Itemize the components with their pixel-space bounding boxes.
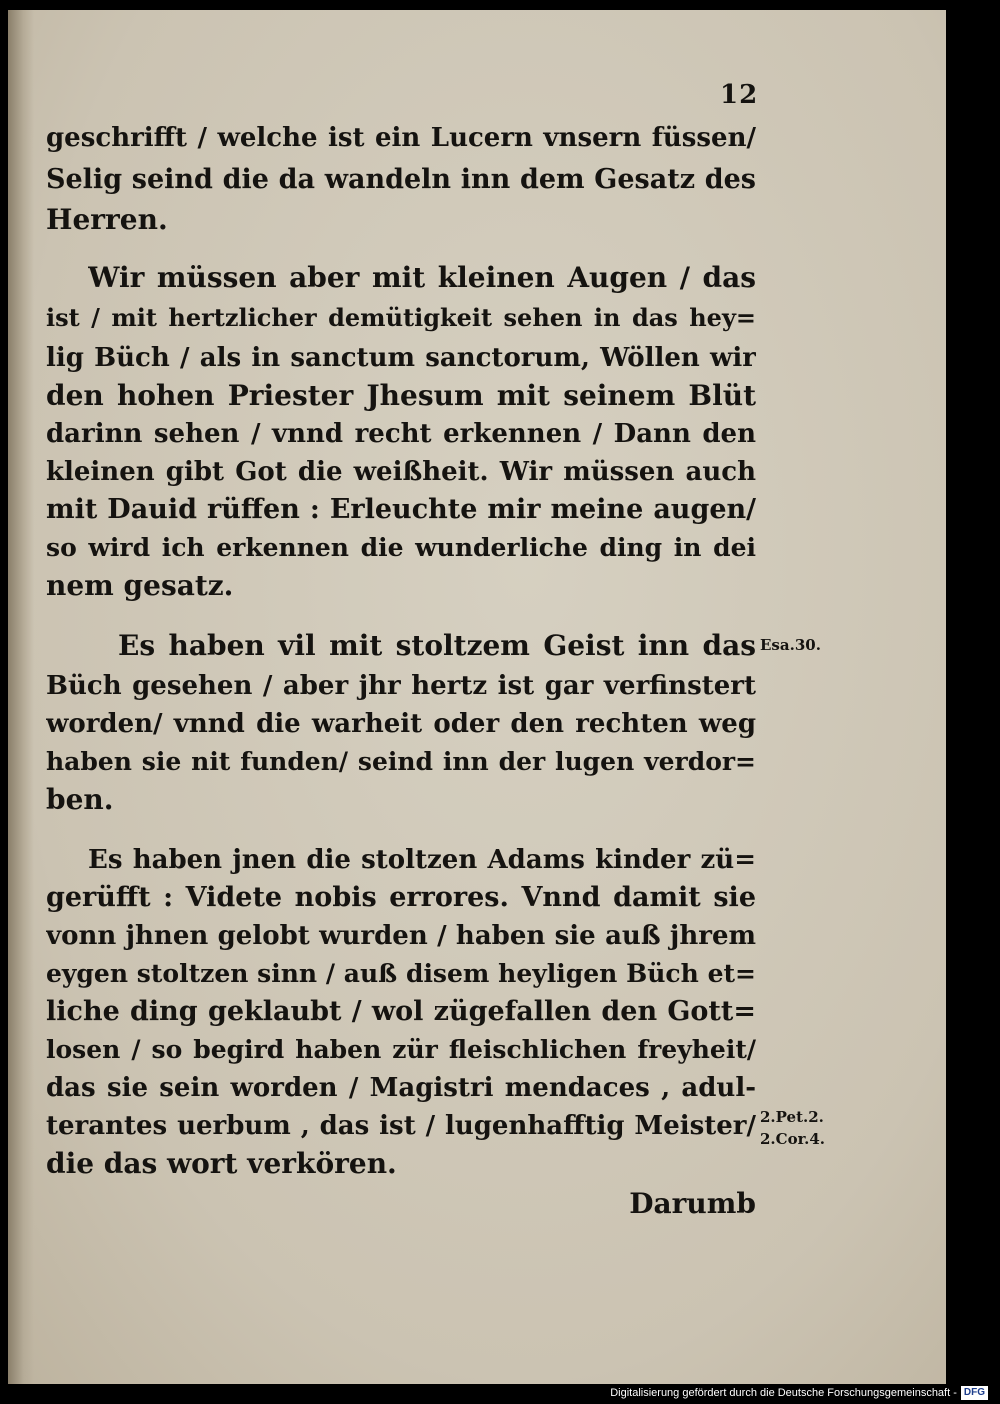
text-line-10: mit Dauid rüffen : Erleuchte mir meine augen/ bbox=[46, 494, 756, 525]
margin-note-cor: 2.Cor.4. bbox=[760, 1130, 826, 1148]
catchword: Darumb bbox=[629, 1187, 756, 1220]
text-line-12: nem gesatz. bbox=[46, 569, 234, 602]
text-line-7: den hohen Priester Jhesum mit seinem Blüt bbox=[46, 379, 756, 412]
text-line-18: Es haben jnen die stoltzen Adams kinder zü= bbox=[88, 845, 756, 875]
text-line-8: darinn sehen / vnnd recht erkennen / Dann den bbox=[46, 419, 756, 449]
book-page bbox=[8, 10, 946, 1384]
footer-credit-text: Digitalisierung gefördert durch die Deutsche Forschungsgemeinschaft - bbox=[610, 1387, 957, 1399]
text-line-16: haben sie nit funden/ seind inn der lugen verdor= bbox=[46, 747, 756, 776]
margin-note-pet: 2.Pet.2. bbox=[760, 1108, 824, 1126]
text-line-22: liche ding geklaubt / wol zügefallen den Gott= bbox=[46, 996, 756, 1027]
text-line-9: kleinen gibt Got die weißheit. Wir müssen auch bbox=[46, 457, 756, 487]
text-line-6: lig Büch / als in sanctum sanctorum, Wöllen wir bbox=[46, 343, 756, 373]
text-line-13: Es haben vil mit stoltzem Geist inn das bbox=[118, 629, 756, 662]
text-line-1: geschrifft / welche ist ein Lucern vnsern füssen/ bbox=[46, 123, 756, 153]
page-number: 12 bbox=[720, 80, 759, 110]
text-line-4: Wir müssen aber mit kleinen Augen / das bbox=[88, 261, 756, 294]
page-gutter-shadow bbox=[8, 10, 34, 1384]
text-line-25: terantes uerbum , das ist / lugenhafftig Meister/ bbox=[46, 1111, 756, 1141]
text-line-5: ist / mit hertzlicher demütigkeit sehen in das hey= bbox=[46, 303, 756, 332]
text-line-17: ben. bbox=[46, 783, 114, 816]
text-line-3: Herren. bbox=[46, 203, 168, 236]
text-line-26: die das wort verkören. bbox=[46, 1147, 397, 1180]
footer bbox=[610, 1384, 988, 1402]
text-line-24: das sie sein worden / Magistri mendaces , adul- bbox=[46, 1073, 756, 1103]
text-line-23: losen / so begird haben zür fleischlichen freyheit/ bbox=[46, 1035, 756, 1064]
text-line-20: vonn jhnen gelobt wurden / haben sie auß jhrem bbox=[46, 921, 756, 951]
text-line-21: eygen stoltzen sinn / auß disem heyligen Büch et= bbox=[46, 959, 756, 988]
text-line-11: so wird ich erkennen die wunderliche ding in dei bbox=[46, 533, 756, 562]
text-line-14: Büch gesehen / aber jhr hertz ist gar verfinstert bbox=[46, 671, 756, 701]
margin-note-esa: Esa.30. bbox=[760, 636, 821, 654]
text-line-19: gerüfft : Videte nobis errores. Vnnd damit sie bbox=[46, 882, 756, 913]
text-line-15: worden/ vnnd die warheit oder den rechten weg bbox=[46, 709, 756, 739]
dfg-logo: DFG bbox=[961, 1386, 988, 1400]
text-line-2: Selig seind die da wandeln inn dem Gesatz des bbox=[46, 164, 756, 195]
